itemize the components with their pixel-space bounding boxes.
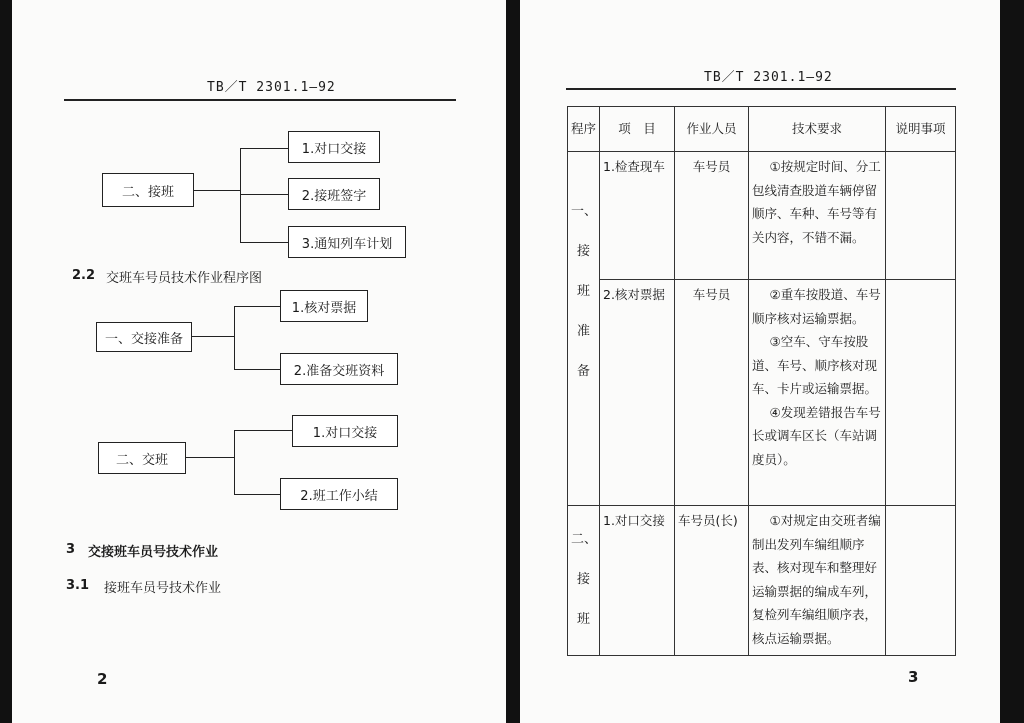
diagram3-item-1: 1.对口交接 [292, 415, 398, 447]
section-2-2-number: 2.2 [72, 268, 96, 283]
section-label-prepare: 一、 接 班 准 备 [568, 152, 600, 506]
diagram1-root: 二、接班 [102, 173, 194, 207]
header-procedure: 程序 [568, 107, 600, 152]
table-row [568, 506, 956, 656]
header-requirements: 技术要求 [749, 107, 886, 152]
notes-cell [886, 280, 956, 506]
section-3-1-title: 接班车员号技术作业 [104, 581, 222, 596]
diagram3-bracket [234, 430, 235, 495]
section-3-title: 交接班车员号技术作业 [88, 545, 219, 560]
header-item: 项 目 [600, 107, 675, 152]
notes-cell [886, 506, 956, 656]
right-header-rule [566, 88, 956, 90]
diagram1-item-2: 2.接班签字 [288, 178, 380, 210]
left-page [12, 0, 506, 723]
table-row [568, 152, 956, 280]
diagram1-item-1: 1.对口交接 [288, 131, 380, 163]
diagram2-item-2: 2.准备交班资料 [280, 353, 398, 385]
section-label-takeover: 二、 接 班 [568, 506, 600, 656]
staff-cell: 车号员 [675, 280, 749, 506]
diagram2-item-1: 1.核对票据 [280, 290, 368, 322]
diagram1-item-3: 3.通知列车计划 [288, 226, 406, 258]
right-page-number: 3 [908, 668, 919, 686]
procedure-table [567, 106, 956, 656]
notes-cell [886, 152, 956, 280]
section-3-number: 3 [66, 542, 76, 557]
left-page-number: 2 [97, 670, 108, 688]
table-row [568, 280, 956, 506]
staff-cell: 车号员 [675, 152, 749, 280]
section-2-2-title: 交班车号员技术作业程序图 [106, 271, 263, 286]
left-header-rule [64, 99, 456, 101]
diagram3-item-2: 2.班工作小结 [280, 478, 398, 510]
diagram1-stem [194, 190, 240, 191]
diagram2-root: 一、交接准备 [96, 322, 192, 352]
header-notes: 说明事项 [886, 107, 956, 152]
diagram3-root: 二、交班 [98, 442, 186, 474]
requirements-cell: ①对规定由交班者编制出发列车编组顺序表、核对现车和整理好运输票据的编成车列，复检列车编组顺序表，核点运输票据。 [749, 506, 886, 656]
item-cell: 1.检查现车 [600, 152, 675, 280]
item-cell: 2.核对票据 [600, 280, 675, 506]
scan-edge-left [0, 0, 12, 723]
item-cell: 1.对口交接 [600, 506, 675, 656]
requirements-cell: ②重车按股道、车号顺序核对运输票据。 ③空车、守车按股道、车号、顺序核对现车、卡片或运输票据。 ④发现差错报告车号长或调车区长（车站调度员）。 [749, 280, 886, 506]
section-3-1-number: 3.1 [66, 578, 90, 593]
header-staff: 作业人员 [675, 107, 749, 152]
diagram2-stem [192, 336, 234, 337]
table-header-row [568, 107, 956, 152]
staff-cell: 车号员(长) [675, 506, 749, 656]
scan-edge-right [1000, 0, 1024, 723]
diagram2-bracket [234, 306, 235, 370]
scan-gutter [506, 0, 520, 723]
diagram1-bracket [240, 148, 241, 243]
requirements-cell: ①按规定时间、分工包线清查股道车辆停留顺序、车种、车号等有关内容，不错不漏。 [749, 152, 886, 280]
diagram3-stem [186, 457, 234, 458]
left-page-header: TB／T 2301.1—92 [207, 80, 336, 95]
right-page-header: TB／T 2301.1—92 [704, 70, 833, 85]
